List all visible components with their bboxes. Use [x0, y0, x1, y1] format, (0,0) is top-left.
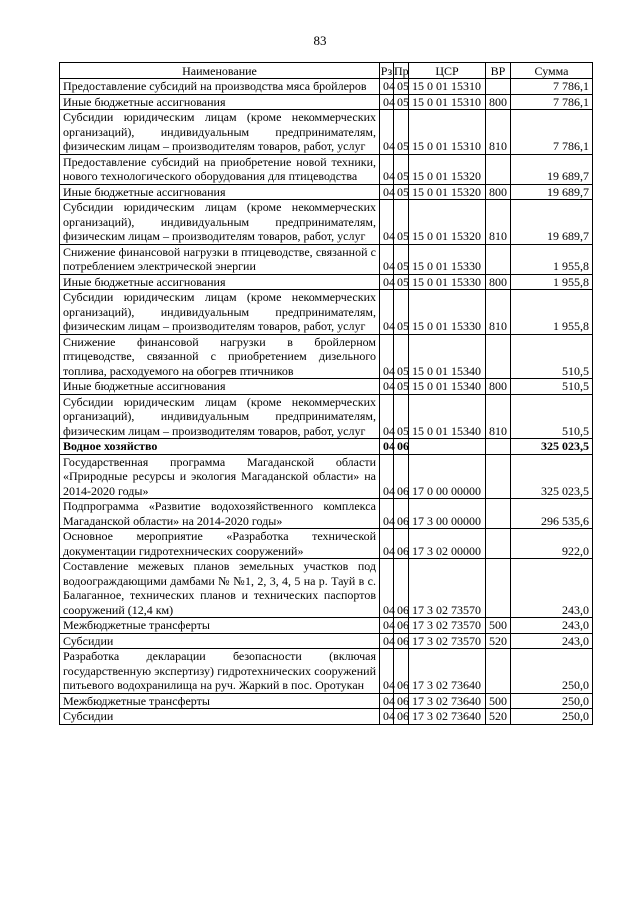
table-row [60, 334, 593, 379]
cell-sum: 19 689,7 [511, 154, 593, 184]
cell-vr [486, 244, 511, 274]
cell-csr: 15 0 01 15310 [409, 94, 486, 110]
cell-vr [486, 649, 511, 694]
cell-sum: 243,0 [511, 618, 593, 634]
cell-csr: 15 0 01 15330 [409, 290, 486, 335]
cell-pr: 06 [394, 529, 409, 559]
cell-vr [486, 334, 511, 379]
cell-name: Снижение финансовой нагрузки в птицеводстве, связанной с потреблением электрической энергии [60, 244, 380, 274]
cell-name: Иные бюджетные ассигнования [60, 184, 380, 200]
cell-pr: 05 [394, 110, 409, 155]
cell-pr: 06 [394, 649, 409, 694]
cell-pr: 06 [394, 633, 409, 649]
cell-rz: 04 [380, 274, 394, 290]
cell-csr [409, 439, 486, 455]
budget-table [59, 62, 593, 725]
cell-csr: 17 3 02 73640 [409, 709, 486, 725]
cell-pr: 06 [394, 693, 409, 709]
cell-pr: 06 [394, 439, 409, 455]
cell-csr: 17 3 02 73570 [409, 633, 486, 649]
cell-pr: 05 [394, 184, 409, 200]
cell-name: Предоставление субсидий на приобретение новой техники, нового технологического оборудования для птицеводства [60, 154, 380, 184]
cell-vr: 800 [486, 94, 511, 110]
cell-name: Водное хозяйство [60, 439, 380, 455]
cell-sum: 250,0 [511, 709, 593, 725]
table-row [60, 649, 593, 694]
cell-rz: 04 [380, 709, 394, 725]
cell-rz: 04 [380, 618, 394, 634]
cell-rz: 04 [380, 200, 394, 245]
cell-vr: 520 [486, 709, 511, 725]
cell-vr [486, 454, 511, 499]
table-row [60, 454, 593, 499]
cell-csr: 15 0 01 15340 [409, 379, 486, 395]
cell-csr: 17 3 02 73570 [409, 559, 486, 618]
cell-vr [486, 559, 511, 618]
cell-csr: 15 0 01 15310 [409, 110, 486, 155]
table-row [60, 184, 593, 200]
table-row [60, 290, 593, 335]
cell-csr: 17 0 00 00000 [409, 454, 486, 499]
cell-name: Субсидии юридическим лицам (кроме некоммерческих организаций), индивидуальным предпринимателям, физическим лицам – производителям товаров, работ, услуг [60, 394, 380, 439]
table-row [60, 529, 593, 559]
cell-rz: 04 [380, 334, 394, 379]
cell-name: Снижение финансовой нагрузки в бройлерном птицеводстве, связанной с приобретением дизельного топлива, расходуемого на обогрев птичников [60, 334, 380, 379]
table-row [60, 633, 593, 649]
table-row [60, 693, 593, 709]
cell-pr: 06 [394, 454, 409, 499]
cell-csr: 17 3 00 00000 [409, 499, 486, 529]
cell-vr: 800 [486, 274, 511, 290]
cell-name: Субсидии [60, 633, 380, 649]
header-rz: Рз [380, 63, 393, 78]
table-row [60, 79, 593, 95]
cell-csr: 17 3 02 73570 [409, 618, 486, 634]
cell-sum: 7 786,1 [511, 79, 593, 95]
header-pr: Пр [394, 63, 409, 78]
cell-sum: 325 023,5 [511, 454, 593, 499]
cell-csr: 17 3 02 73640 [409, 693, 486, 709]
table-row [60, 94, 593, 110]
header-sum: Сумма [511, 63, 593, 79]
cell-rz: 04 [380, 110, 394, 155]
cell-rz: 04 [380, 379, 394, 395]
page-number: 83 [313, 33, 327, 48]
cell-pr: 05 [394, 334, 409, 379]
cell-rz: 04 [380, 290, 394, 335]
cell-pr: 05 [394, 200, 409, 245]
cell-csr: 15 0 01 15330 [409, 274, 486, 290]
cell-name: Субсидии юридическим лицам (кроме некоммерческих организаций), индивидуальным предпринимателям, физическим лицам – производителям товаров, работ, услуг [60, 290, 380, 335]
cell-name: Субсидии юридическим лицам (кроме некоммерческих организаций), индивидуальным предпринимателям, физическим лицам – производителям товаров, работ, услуг [60, 200, 380, 245]
cell-sum: 510,5 [511, 379, 593, 395]
cell-csr: 15 0 01 15330 [409, 244, 486, 274]
cell-name: Иные бюджетные ассигнования [60, 379, 380, 395]
cell-sum: 243,0 [511, 559, 593, 618]
table-row [60, 394, 593, 439]
cell-rz: 04 [380, 394, 394, 439]
cell-pr: 05 [394, 379, 409, 395]
table-row [60, 499, 593, 529]
cell-name: Подпрограмма «Развитие водохозяйственного комплекса Магаданской области» на 2014-2020 годы» [60, 499, 380, 529]
cell-rz: 04 [380, 559, 394, 618]
table-row [60, 618, 593, 634]
cell-name: Государственная программа Магаданской области «Природные ресурсы и экология Магаданской области» на 2014-2020 годы» [60, 454, 380, 499]
cell-vr [486, 79, 511, 95]
cell-name: Иные бюджетные ассигнования [60, 94, 380, 110]
cell-rz: 04 [380, 529, 394, 559]
table-row [60, 200, 593, 245]
cell-vr [486, 439, 511, 455]
cell-pr: 05 [394, 394, 409, 439]
cell-vr: 800 [486, 379, 511, 395]
cell-pr: 05 [394, 154, 409, 184]
table-body [60, 79, 593, 725]
cell-rz: 04 [380, 693, 394, 709]
cell-sum: 510,5 [511, 334, 593, 379]
cell-pr: 05 [394, 94, 409, 110]
section-row [60, 439, 593, 455]
cell-name: Предоставление субсидий на производства мяса бройлеров [60, 79, 380, 95]
cell-vr: 810 [486, 394, 511, 439]
cell-pr: 06 [394, 709, 409, 725]
cell-rz: 04 [380, 633, 394, 649]
header-csr: ЦСР [409, 63, 486, 79]
cell-pr: 06 [394, 559, 409, 618]
table-row [60, 244, 593, 274]
table-row [60, 379, 593, 395]
cell-sum: 19 689,7 [511, 184, 593, 200]
cell-name: Составление межевых планов земельных участков под водоограждающими дамбами № №1, 2, 3, 4, 5 на р. Тауй в с. Балаганное, технических планов и технических паспортов сооружений (12,4 км) [60, 559, 380, 618]
cell-csr: 15 0 01 15320 [409, 154, 486, 184]
cell-rz: 04 [380, 454, 394, 499]
cell-vr [486, 499, 511, 529]
cell-rz: 04 [380, 499, 394, 529]
table-row [60, 110, 593, 155]
cell-name: Субсидии юридическим лицам (кроме некоммерческих организаций), индивидуальным предпринимателям, физическим лицам – производителям товаров, работ, услуг [60, 110, 380, 155]
cell-vr [486, 529, 511, 559]
cell-rz: 04 [380, 79, 394, 95]
cell-sum: 1 955,8 [511, 244, 593, 274]
cell-pr: 06 [394, 618, 409, 634]
cell-csr: 15 0 01 15320 [409, 200, 486, 245]
cell-rz: 04 [380, 184, 394, 200]
cell-rz: 04 [380, 244, 394, 274]
cell-sum: 1 955,8 [511, 290, 593, 335]
cell-rz: 04 [380, 94, 394, 110]
cell-sum: 1 955,8 [511, 274, 593, 290]
cell-pr: 05 [394, 79, 409, 95]
cell-vr: 810 [486, 290, 511, 335]
cell-vr: 810 [486, 110, 511, 155]
cell-sum: 243,0 [511, 633, 593, 649]
cell-csr: 15 0 01 15310 [409, 79, 486, 95]
table-row [60, 559, 593, 618]
cell-pr: 06 [394, 499, 409, 529]
cell-sum: 19 689,7 [511, 200, 593, 245]
cell-sum: 250,0 [511, 649, 593, 694]
table-row [60, 154, 593, 184]
header-name: Наименование [60, 63, 380, 79]
cell-csr: 15 0 01 15320 [409, 184, 486, 200]
cell-pr: 05 [394, 244, 409, 274]
cell-sum: 7 786,1 [511, 110, 593, 155]
cell-rz: 04 [380, 154, 394, 184]
cell-csr: 15 0 01 15340 [409, 394, 486, 439]
header-vr: ВР [486, 63, 511, 79]
cell-vr: 800 [486, 184, 511, 200]
cell-pr: 05 [394, 290, 409, 335]
cell-vr: 520 [486, 633, 511, 649]
table-header-row [60, 63, 593, 79]
cell-name: Основное мероприятие «Разработка технической документации гидротехнических сооружений» [60, 529, 380, 559]
cell-pr: 05 [394, 274, 409, 290]
cell-vr: 500 [486, 693, 511, 709]
cell-csr: 15 0 01 15340 [409, 334, 486, 379]
cell-vr: 810 [486, 200, 511, 245]
cell-name: Разработка декларации безопасности (включая государственную экспертизу) гидротехнических сооружений питьевого водохранилища на руч. Жаркий в пос. Оротукан [60, 649, 380, 694]
cell-rz: 04 [380, 649, 394, 694]
cell-sum: 325 023,5 [511, 439, 593, 455]
cell-sum: 250,0 [511, 693, 593, 709]
cell-name: Субсидии [60, 709, 380, 725]
cell-vr [486, 154, 511, 184]
cell-rz: 04 [380, 439, 394, 455]
cell-sum: 922,0 [511, 529, 593, 559]
cell-sum: 7 786,1 [511, 94, 593, 110]
cell-name: Иные бюджетные ассигнования [60, 274, 380, 290]
cell-csr: 17 3 02 73640 [409, 649, 486, 694]
table-row [60, 709, 593, 725]
cell-vr: 500 [486, 618, 511, 634]
table-row [60, 274, 593, 290]
cell-name: Межбюджетные трансферты [60, 693, 380, 709]
cell-csr: 17 3 02 00000 [409, 529, 486, 559]
cell-sum: 296 535,6 [511, 499, 593, 529]
cell-name: Межбюджетные трансферты [60, 618, 380, 634]
cell-sum: 510,5 [511, 394, 593, 439]
